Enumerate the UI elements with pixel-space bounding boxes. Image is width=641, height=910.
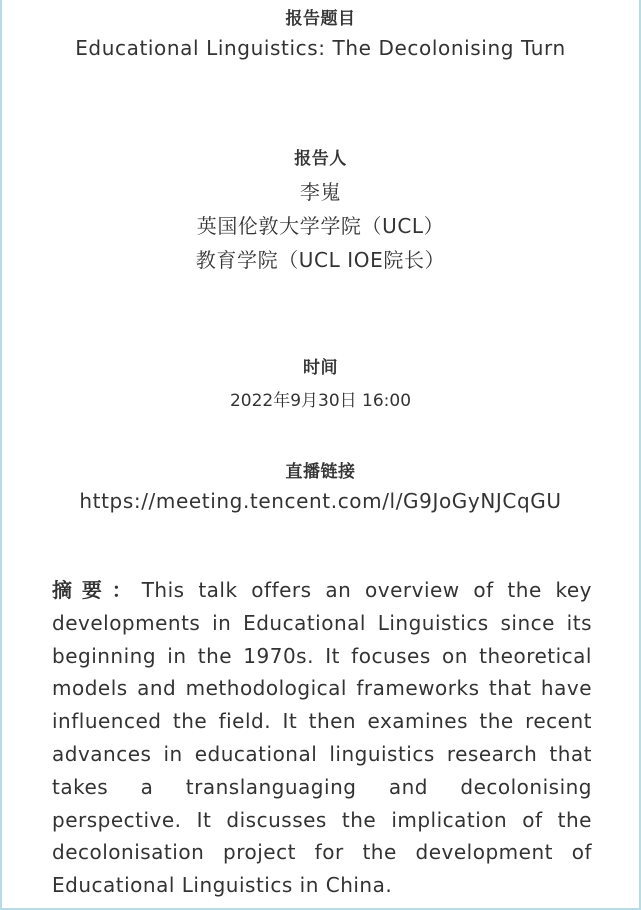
abstract-text: This talk offers an overview of the key developments in Educational Linguistics since its beginning in the 1970s. It focuses on theoretical models and methodological frameworks that have influenced the field. It then examines the recent advances in educational linguistics research that takes a translanguaging and decolonising perspective. It discusses the implication of the decolonisation project for the development of Educational Linguistics in China. [52, 578, 593, 898]
time-label: 时间 [303, 358, 338, 378]
livestream-link-label: 直播链接 [285, 462, 356, 482]
speaker-label: 报告人 [294, 149, 347, 169]
speaker-name: 李嵬 [299, 180, 342, 204]
left-frame-border [0, 0, 2, 910]
livestream-link[interactable]: https://meeting.tencent.com/l/G9JoGyNJCqGU [79, 489, 562, 513]
title-label: 报告题目 [285, 9, 356, 29]
talk-title: Educational Linguistics: The Decolonising Turn [75, 36, 566, 60]
event-datetime: 2022年9月30日 16:00 [229, 391, 412, 411]
abstract-separator: ： [111, 578, 142, 602]
speaker-affiliation-university: 英国伦敦大学学院（UCL） [196, 214, 445, 238]
speaker-affiliation-institute: 教育学院（UCL IOE院长） [195, 248, 446, 272]
abstract-paragraph [52, 574, 592, 902]
abstract-label: 摘要 [52, 578, 112, 602]
